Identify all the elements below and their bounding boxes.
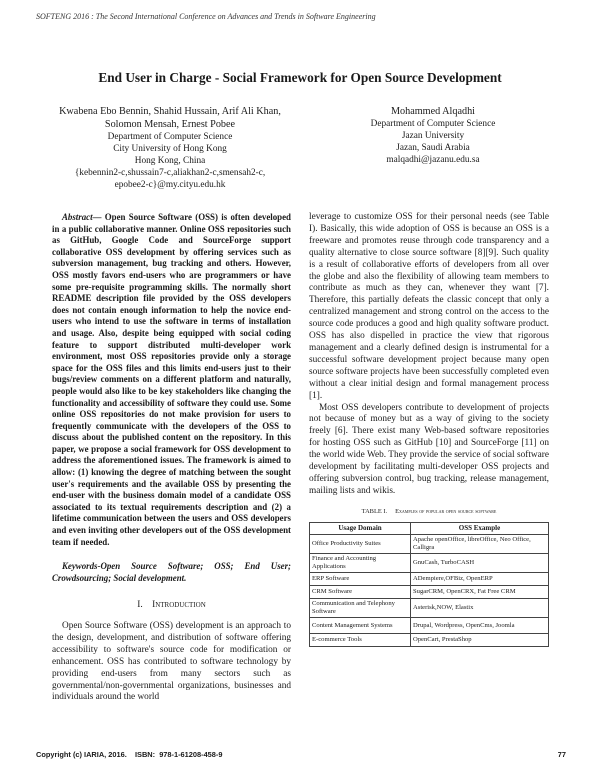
table-number: TABLE I. <box>361 507 388 515</box>
table-title: Examples of popular open source software <box>395 507 497 515</box>
affiliation-email: epobee2-c}@my.cityu.edu.hk <box>114 179 226 190</box>
keywords: Keywords-Open Source Software; OSS; End User; Crowdsourcing; Social development. <box>52 561 291 583</box>
table-cell: Communication and Telephony Software <box>310 598 411 617</box>
table-row <box>310 585 549 598</box>
table-row <box>310 617 549 633</box>
table-cell: Apache openOffice, libreOffice, Neo Office, Calligra <box>411 534 549 553</box>
running-header: SOFTENG 2016 : The Second International Conference on Advances and Trends in Software Engineering <box>36 12 376 21</box>
affiliation-email: malqadhi@jazanu.edu.sa <box>386 154 480 165</box>
abstract-label: Abstract— <box>62 212 102 222</box>
intro-paragraph: Open Source Software (OSS) development is an approach to the design, development, and distribution of software offering accessibility to software's source code for modification or enhancement. OSS has contributed to software technology by providing end-users from many sectors such as governmental/non-governmental organizations, businesses and individuals around the world <box>52 621 291 703</box>
table-cell: Content Management Systems <box>310 617 411 633</box>
left-column <box>52 212 291 704</box>
oss-examples-table <box>309 522 549 647</box>
affiliation-line: Department of Computer Science <box>370 119 496 130</box>
table-row <box>310 572 549 585</box>
body-paragraph: leverage to customize OSS for their personal needs (see Table I). Basically, this wide adoption of OSS is because an OSS is a freeware and promotes reuse through code transparency and a quality alternative to close source software [8][9]. Such quality is a result of collaborative efforts of developers from all over the globe and also the flexibility of allowing team members to contribute as much as they can, whenever they want [7]. Therefore, this partially defeats the classic concept that only a centralized management and strong control on the access to the source code produces a good and high quality software product. OSS has also dispelled in practice the view that rigorous management and a clearly defined design is instrumental for a successful software development project because many open source software projects have been successfully completed even without a clear initial design and formal management process [1]. <box>309 212 549 401</box>
abstract-text: Open Source Software (OSS) is often developed in a public collaborative manner. Online OSS repositories such as GitHub, Google Code and SourceForge support collaborative OSS development by offering services such as subversion management, bug tracking and others. However, OSS mostly favors end-users who are programmers or have some pre-requisite programming skills. The normally short README description file provided by the OSS developers does not contain enough information to help the novice end-users who intend to use the software in terms of installation and usage. Also, despite being equipped with social coding feature to support distributed multi-developer work environment, most OSS repositories provide only a storage space for the OSS files and this limits end-users just to their bugs/review comments on a different platform and naturally, people would also like to be key stakeholders like changing the functionality and accessibility of software they could use. Some online OSS repositories do not make provision for users to frequently communicate with the developers of the OSS to discuss about the published content on the repository. In this paper, we propose a social framework for OSS development to address the aforementioned issues. The framework is aimed to allow: (1) knowing the degree of matching between the sought user's requirements and the available OSS by presenting the end-user with the business domain model of a candidate OSS associated to its textual requirements description and (2) a lifetime communication between the users and OSS developers and even inviting other developers out of the OSS development team if needed. <box>52 212 291 547</box>
table-header-cell: Usage Domain <box>310 523 411 535</box>
table-cell: Finance and Accounting Applications <box>310 553 411 572</box>
affiliation-left <box>54 105 286 191</box>
affiliation-line: City University of Hong Kong <box>113 144 227 155</box>
author-names: Mohammed Alqadhi <box>390 106 476 117</box>
table-header-cell: OSS Example <box>411 523 549 535</box>
section-heading <box>52 600 291 612</box>
affiliation-line: Jazan, Saudi Arabia <box>396 142 470 153</box>
footer-copyright: Copyright (c) IARIA, 2016. ISBN: 978-1-61208-458-9 <box>36 750 223 759</box>
table-cell: ERP Software <box>310 572 411 585</box>
table-row <box>310 598 549 617</box>
body-paragraph: Most OSS developers contribute to development of projects not because of money but as a way of giving to the society freely [6]. There exist many Web-based software repositories for hosting OSS such as GitHub [10] and SourceForge [11] on the world wide Web. They provide the service of social software development by facilitating multi-developer OSS projects and offering subversion control, bug tracking, release management, mailing lists and wikis. <box>309 402 549 496</box>
table-header-row <box>310 523 549 535</box>
section-number: I. <box>137 600 143 611</box>
author-names: Kwabena Ebo Bennin, Shahid Hussain, Arif Ali Khan, Solomon Mensah, Ernest Pobee <box>59 106 281 131</box>
section-title: Introduction <box>152 600 206 611</box>
page-number: 77 <box>557 750 566 759</box>
table-row <box>310 534 549 553</box>
table-cell: ADempiere,OFBiz, OpenERP <box>411 572 549 585</box>
affiliation-line: Department of Computer Science <box>107 132 233 143</box>
affiliation-right <box>340 105 526 166</box>
table-cell: CRM Software <box>310 585 411 598</box>
paper-title: End User in Charge - Social Framework for Open Source Development <box>98 70 502 85</box>
table-cell: GnuCash, TurboCASH <box>411 553 549 572</box>
table-cell: OpenCart, PrestaShop <box>411 633 549 646</box>
table-row <box>310 553 549 572</box>
affiliation-email: {kebennin2-c,shussain7-c,aliakhan2-c,smensah2-c, <box>74 167 266 178</box>
abstract <box>52 212 291 548</box>
table-row <box>310 633 549 646</box>
table-cell: Drupal, Wordpress, OpenCms, Joomla <box>411 617 549 633</box>
affiliation-line: Hong Kong, China <box>134 156 206 166</box>
table-caption <box>309 506 549 518</box>
table-cell: Asterisk,NOW, Elastix <box>411 598 549 617</box>
table-cell: E-commerce Tools <box>310 633 411 646</box>
table-cell: SugarCRM, OpenCRX, Fat Free CRM <box>411 585 549 598</box>
affiliation-line: Jazan University <box>401 131 465 141</box>
right-column <box>309 212 549 647</box>
table-cell: Office Productivity Suites <box>310 534 411 553</box>
